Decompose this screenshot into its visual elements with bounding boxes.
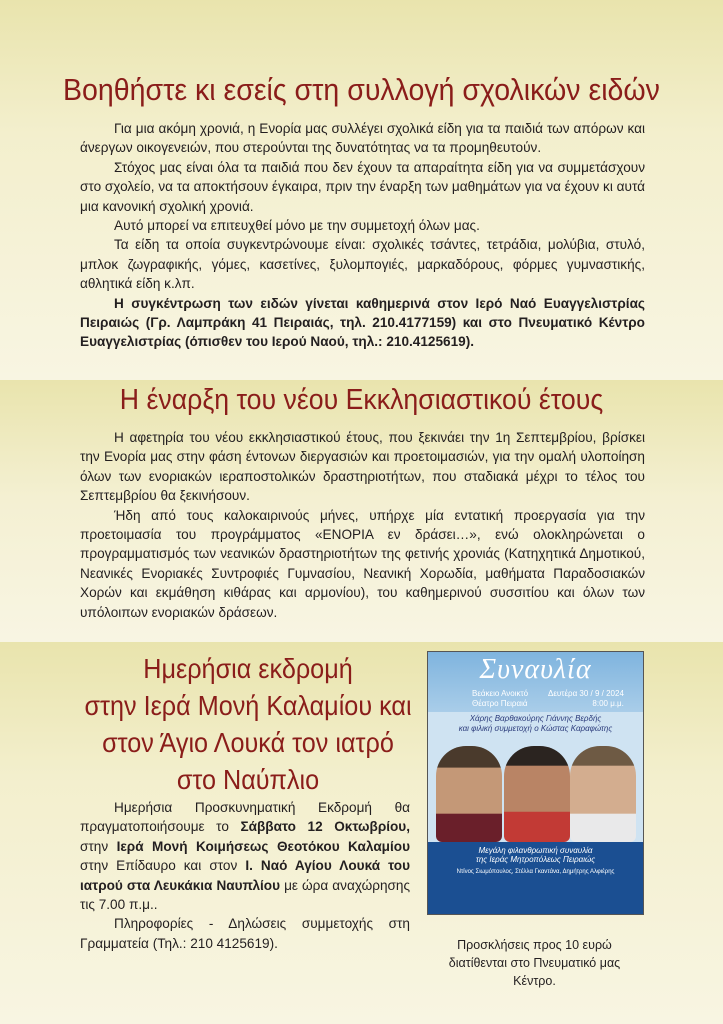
paragraph: Στόχος μας είναι όλα τα παιδιά που δεν έχουν τα απαραίτητα είδη για να συμμετάσχουν στο σχολείο, να τα αποκτήσουν έγκαιρα, πριν την έναρξη των μαθημάτων για να έχουν κι αυτά μια κανονική σχολική χρονιά. <box>80 159 645 214</box>
heading-line: στον Άγιο Λουκά τον ιατρό <box>102 727 394 758</box>
date-bold: Σάββατο 12 Οκτωβρίου, <box>240 819 410 835</box>
school-supplies-heading: Βοηθήστε κι εσείς στη συλλογή σχολικών ειδών <box>63 72 660 107</box>
church-bold: Ι. Ναό Αγίου Λουκά του ιατρού στα Λευκάκια Ναυπλίου <box>80 858 411 893</box>
text-run: στην <box>80 838 117 854</box>
school-supplies-text <box>80 119 645 352</box>
paragraph: Αυτό μπορεί να επιτευχθεί μόνο με την συμμετοχή όλων μας. <box>114 218 480 234</box>
footer-line: της Ιεράς Μητροπόλεως Πειραιώς <box>475 855 596 864</box>
poster-performers <box>428 714 643 734</box>
paragraph-bold: Η συγκέντρωση των ειδών γίνεται καθημερινά στον Ιερό Ναό Ευαγγελιστρίας Πειραιώς (Γρ. Λαμπράκη 41 Πειραιάς, τηλ. 210.4177159) και στο Πνευματικό Κέντρο Ευαγγελιστρίας (όπισθεν του Ιερού Ναού, τηλ.: 210.4125619). <box>80 295 645 350</box>
poster-title: Συναυλία <box>479 654 592 685</box>
singers: Χάρης Βαρθακούρης Γιάννης Βερδής <box>469 714 602 723</box>
text-run: Ημερήσια Προσκυνηματική Εκδρομή θα πραγματοποιήσουμε το <box>80 800 410 835</box>
excursion-text <box>80 798 410 953</box>
paragraph: Για μια ακόμη χρονιά, η Ενορία μας συλλέγει σχολικά είδη για τα παιδιά των απόρων και άνεργων οικογενειών, που στερούνται της δυνατότητας να τα προμηθευτούν. <box>80 121 645 156</box>
ecclesiastical-year-heading: Η έναρξη του νέου Εκκλησιαστικού έτους <box>119 384 604 416</box>
ecclesiastical-year-text <box>80 428 645 622</box>
venue-line: Βεάκειο Ανοικτό <box>472 689 529 698</box>
concert-poster <box>427 651 644 915</box>
poster-footer-title <box>428 846 643 864</box>
performer-photo <box>504 746 570 842</box>
guest-singer: και φιλική συμμετοχή ο Κώστας Καραφώτης <box>458 724 613 733</box>
poster-caption: Προσκλήσεις προς 10 ευρώ διατίθενται στο Πνευματικό μας Κέντρο. <box>448 938 621 988</box>
heading-line: στην Ιερά Μονή Καλαμίου και <box>84 690 412 721</box>
monastery-bold: Ιερά Μονή Κοιμήσεως Θεοτόκου Καλαμίου <box>116 838 410 854</box>
heading-line: στο Ναύπλιο <box>176 764 320 795</box>
paragraph: Τα είδη τα οποία συγκεντρώνουμε είναι: σχολικές τσάντες, τετράδια, μολύβια, στυλό, μπλοκ ζωγραφικής, γόμες, κασετίνες, ξυλομπογιές, μαρκαδόρους, φόρμες γυμναστικής, αθλητικά είδη κ.λπ. <box>80 237 645 292</box>
paragraph: Ήδη από τους καλοκαιρινούς μήνες, υπήρχε μία εντατική προεργασία για την προετοιμασία του προγράμματος «ΕΝΟΡΙΑ εν δράσει…», ενώ ολοκληρώνεται ο προγραμματισμός των νεανικών δραστηριοτήτων της φετινής χρονιάς (Κατηχητικά Δημοτικού, Νεανικές Ενοριακές Συντροφιές Γυμνασίου, Νεανική Χορωδία, μαθήματα Παραδοσιακών Χορών και εκμάθηση κιθάρας και αρμονίου), του καθημερινού συσσιτίου και όλων των υπόλοιπων ενοριακών δράσεων. <box>80 507 645 620</box>
text-run: στην Επίδαυρο και στον <box>80 858 246 874</box>
venue-line: Θέατρο Πειραιά <box>472 699 528 708</box>
paragraph <box>80 798 410 914</box>
poster-date <box>548 689 624 709</box>
performer-photo <box>570 746 636 842</box>
poster-venue <box>472 689 528 709</box>
poster-footer-organizers: Ντίνος Σιωμόπουλος, Στέλλα Γκαντάνα, Δημήτρης Αλφιέρης <box>456 869 615 875</box>
footer-line: Μεγάλη φιλανθρωπική συναυλία <box>478 846 593 855</box>
performer-photo <box>436 746 502 842</box>
performer-photos <box>436 738 636 842</box>
paragraph: Η αφετηρία του νέου εκκλησιαστικού έτους, που ξεκινάει την 1η Σεπτεμβρίου, βρίσκει την Ενορία μας στην φάση έντονων διεργασιών και προετοιμασιών, για την ομαλή υλοποίηση όλων των ενοριακών ιεραποστολικών δραστηριοτήτων, που σταδιακά μέχρι το τέλος του Σεπτεμβρίου θα ξεκινήσουν. <box>80 430 645 504</box>
date-line: Δευτέρα 30 / 9 / 2024 <box>548 689 624 698</box>
paragraph: Πληροφορίες - Δηλώσεις συμμετοχής στη Γραμματεία (Τηλ.: 210 4125619). <box>80 916 410 951</box>
excursion-heading <box>77 650 419 798</box>
time-line: 8:00 μ.μ. <box>592 699 624 708</box>
text-run: με ώρα αναχώρησης τις 7.00 π.μ.. <box>80 877 411 913</box>
poster-footer <box>428 842 643 914</box>
heading-line: Ημερήσια εκδρομή <box>143 653 353 684</box>
